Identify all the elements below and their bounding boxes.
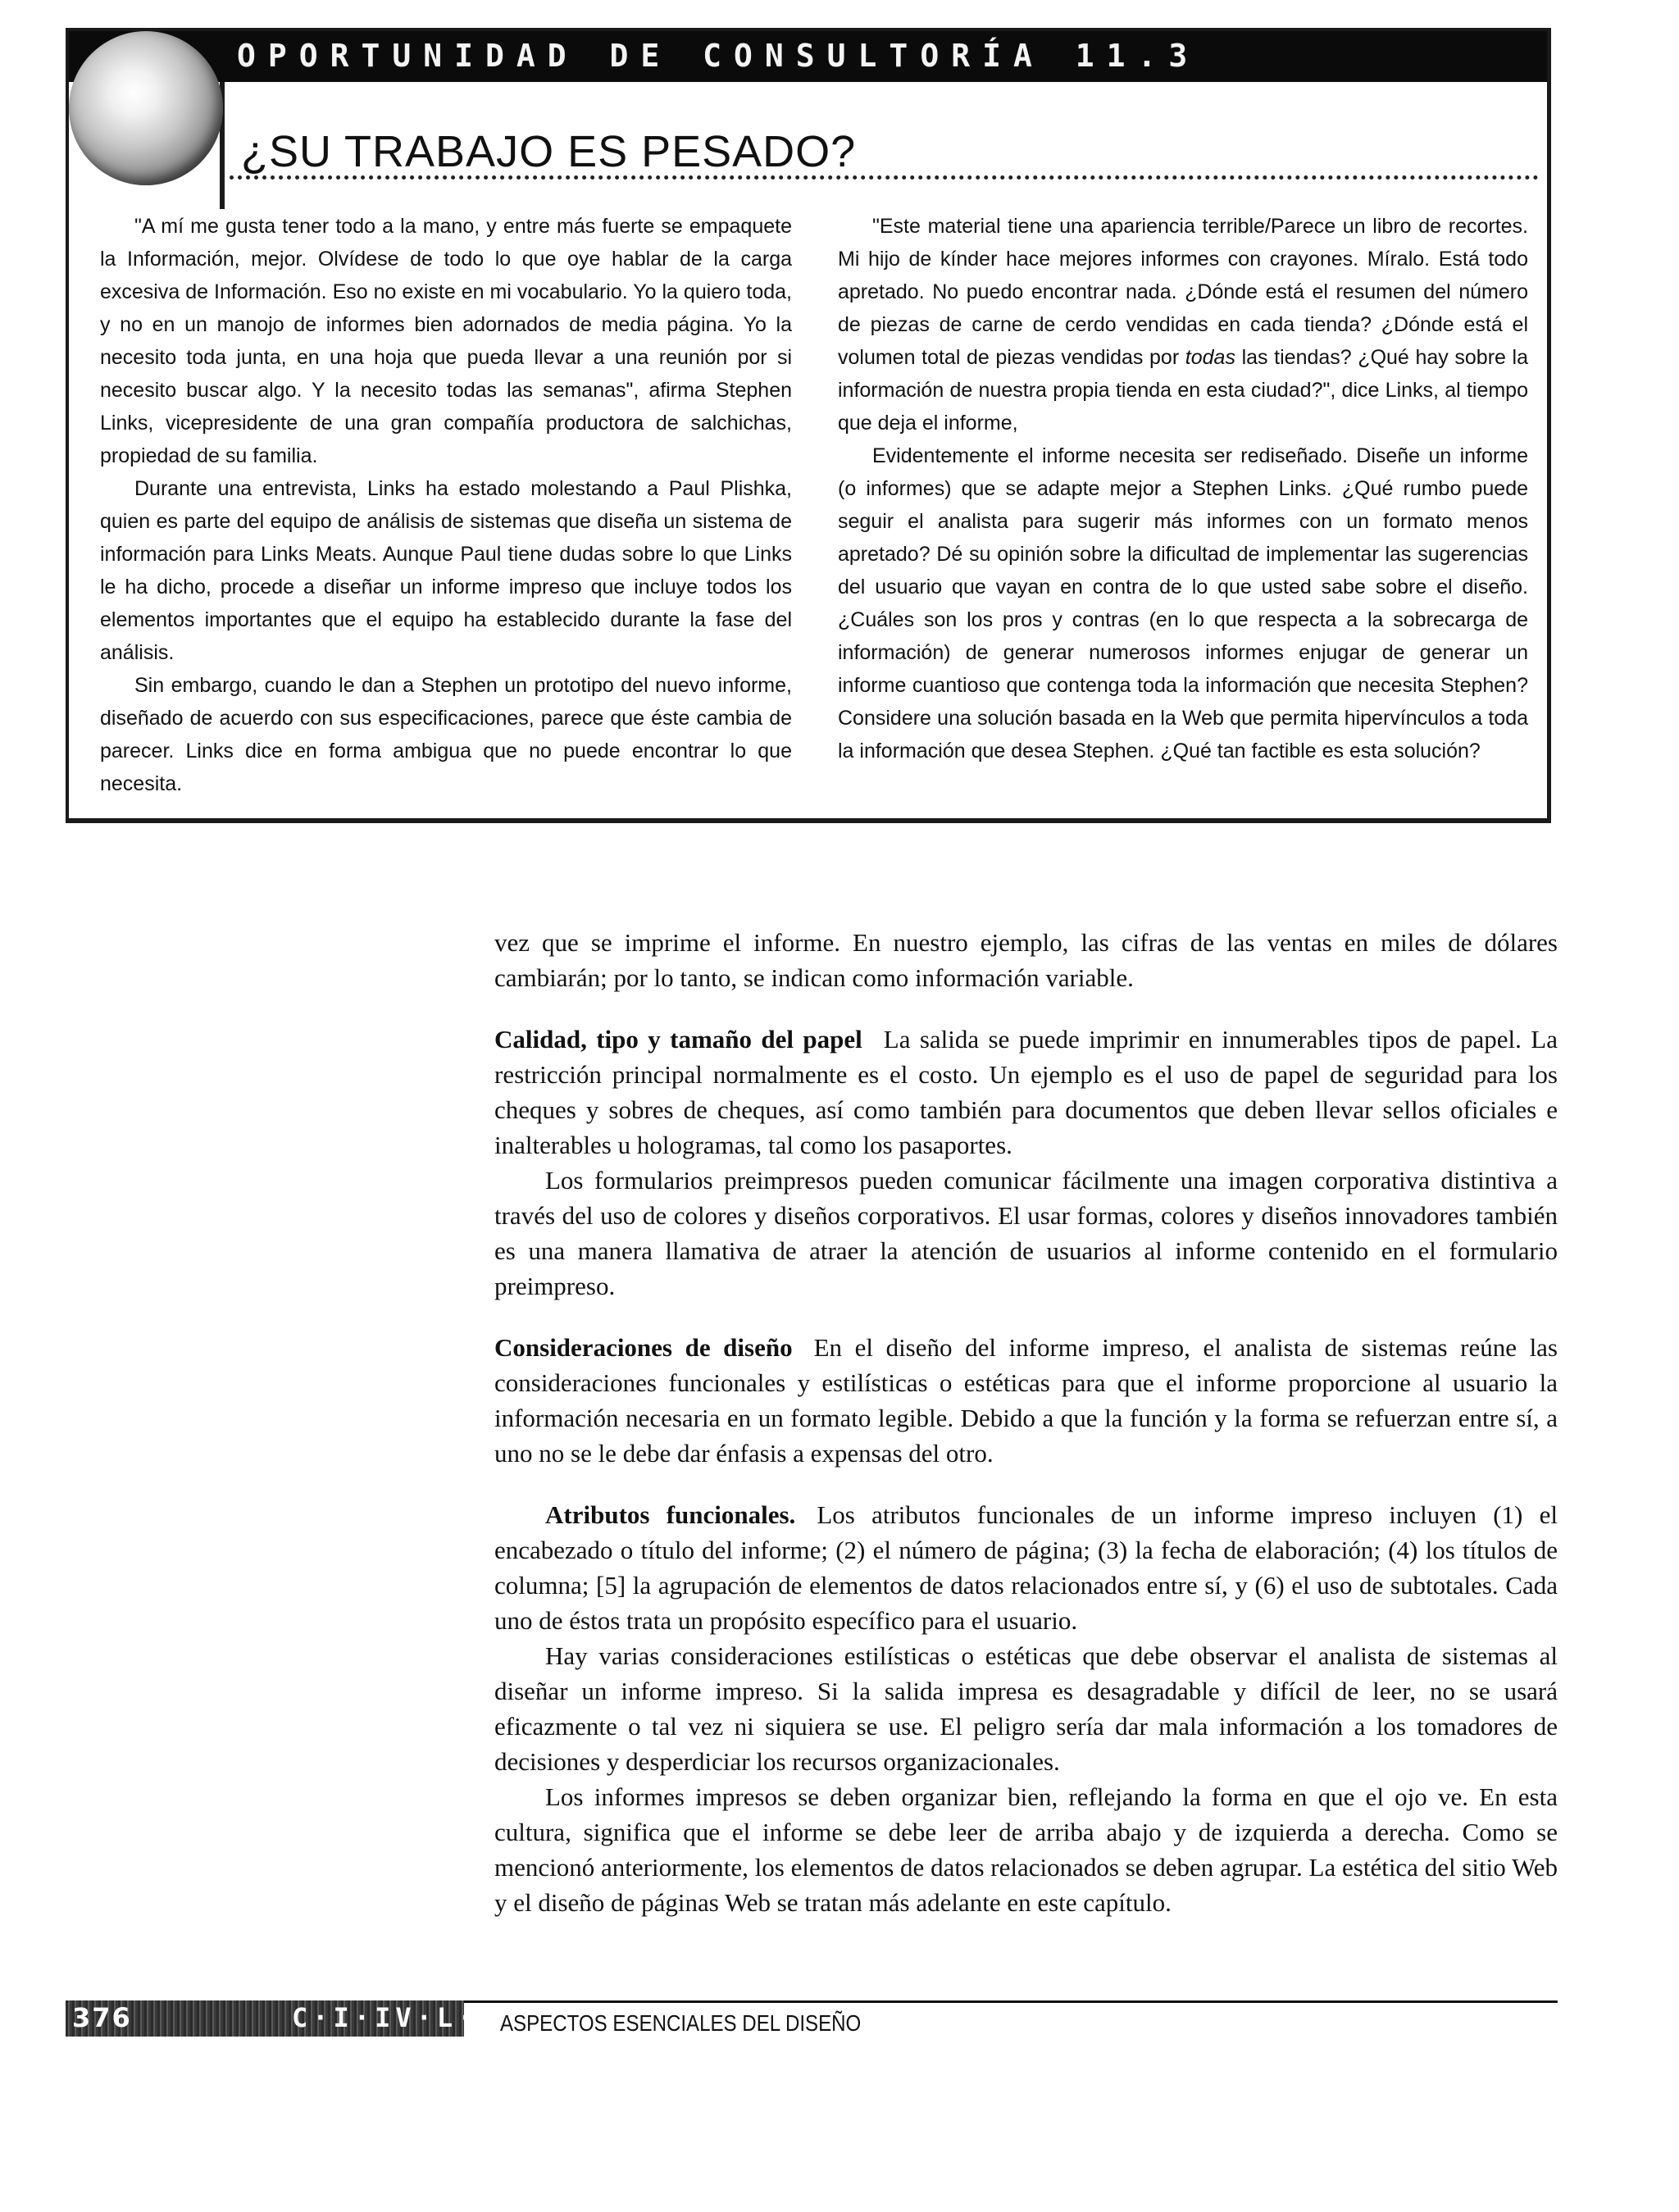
box-banner [69,31,1547,82]
subsection-heading: Atributos funcionales. [545,1500,796,1529]
box-left-column [100,210,792,800]
section-text: La salida se puede imprimir en innumerables tipos de papel. La restricción principal normalmente es el costo. Un ejemplo es el uso de papel de seguridad para los cheques y sobres de cheques, así como también para documentos que deben llevar sellos oficiales e inalterables u hologramas, tal como los pasaportes. [494,1025,1558,1159]
body-paragraph: Los formularios preimpresos pueden comunicar fácilmente una imagen corporativa distintiva a través del uso de colores y diseños corporativos. El usar formas, colores y diseños innovadores también es una manera llamativa de atraer la atención de usuarios al informe contenido en el formulario preimpreso. [494,1166,1558,1300]
globe-icon [69,31,223,185]
box-title: ¿SU TRABAJO ES PESADO? [241,127,857,176]
footer-bar [66,2000,541,2037]
box-paragraph: Sin embargo, cuando le dan a Stephen un prototipo del nuevo informe, diseñado de acuerdo con sus especificaciones, parece que éste cambia de parecer. Links dice en forma ambigua que no puede encontrar lo que necesita. [100,674,792,795]
section-text: Los atributos funcionales de un informe impreso incluyen (1) el encabezado o título del informe; (2) el número de página; (3) la fecha de elaboración; (4) los títulos de columna; [5] la agrupación de elementos de datos relacionados entre sí, y (6) el uso de subtotales. Cada uno de éstos trata un propósito específico para el usuario. [494,1500,1558,1635]
body-paragraph [494,1330,1558,1471]
page-footer [66,2000,1558,2050]
body-paragraph: Los informes impresos se deben organizar bien, reflejando la forma en que el ojo ve. En esta cultura, significa que el informe se debe leer de arriba abajo y de izquierda a derecha. Como se mencionó anteriormente, los elementos de datos relacionados se deben agrupar. La estética del sitio Web y el diseño de páginas Web se tratan más adelante en este capítulo. [494,1782,1558,1917]
footer-section-title: ASPECTOS ESENCIALES DEL DISEÑO [500,2010,862,2036]
box-italic-text: todas [1185,346,1235,369]
box-text: las tiendas? ¿Qué hay sobre la información de nuestra propia tienda en esta ciudad?", dice Links, al tiempo que deja el informe, [838,346,1529,435]
body-paragraph: Hay varias consideraciones estilísticas o estéticas que debe observar el analista de sistemas al diseñar un informe impreso. Si la salida impresa es desagradable y difícil de leer, no se usará eficazmente o tal vez ni siquiera se use. El peligro sería dar mala información a los tomadores de decisiones y desperdiciar los recursos organizacionales. [494,1641,1558,1776]
section-text: En el diseño del informe impreso, el analista de sistemas reúne las consideraciones funcionales y estilísticas o estéticas para que el informe proporcione al usuario la información necesaria en un formato legible. Debido a que la función y la forma se refuerzan entre sí, a uno no se le debe dar énfasis a expensas del otro. [494,1333,1558,1468]
page-number: 376 [72,2002,132,2033]
consulting-opportunity-box [66,28,1551,823]
chapter-label: C·I·IV·L·I·V [292,2002,541,2033]
body-paragraph: vez que se imprime el informe. En nuestro ejemplo, las cifras de las ventas en miles de dólares cambiarán; por lo tanto, se indican como información variable. [494,928,1558,992]
box-paragraph: "A mí me gusta tener todo a la mano, y entre más fuerte se empaquete la Información, mejor. Olvídese de todo lo que oye hablar de la carga excesiva de Información. Eso no existe en mi vocabulario. Yo la quiero toda, y no en un manojo de informes bien adornados de media página. Yo la necesito toda junta, en una hoja que pueda llevar a una reunión por si necesito buscar algo. Y la necesito todas las semanas", afirma Stephen Links, vicepresidente de una gran compañía productora de salchichas, propiedad de su familia. [100,215,792,467]
body-paragraph [494,1022,1558,1163]
box-paragraph: Evidentemente el informe necesita ser rediseñado. Diseñe un informe (o informes) que se adapte mejor a Stephen Links. ¿Qué rumbo puede seguir el analista para sugerir más informes con un formato menos apretado? Dé su opinión sobre la dificultad de implementar las sugerencias del usuario que vayan en contra de lo que usted sabe sobre el diseño. ¿Cuáles son los pros y contras (en lo que respecta a la sobrecarga de información) de generar numerosos informes enjugar de generar un informe cuantioso que contenga toda la información que necesita Stephen? Considere una solución basada en la Web que permita hipervínculos a toda la información que desea Stephen. ¿Qué tan factible es esta solución? [838,444,1528,762]
section-heading: Calidad, tipo y tamaño del papel [494,1025,862,1054]
box-text: "Este material tiene una apariencia terrible/Parece un libro de recortes. Mi hijo de kínder hace mejores informes con crayones. Míralo. Está todo apretado. No puedo encontrar nada. ¿Dónde está el resumen del número de piezas de carne de cerdo vendidas en cada tienda? ¿Dónde está el volumen total de piezas vendidas por [838,215,1528,369]
box-paragraph [838,210,1528,439]
box-right-column [838,210,1528,767]
title-dotted-rule [230,175,1539,180]
section-heading: Consideraciones de diseño [494,1333,793,1362]
body-paragraph [494,1497,1558,1638]
box-banner-text: OPORTUNIDAD DE CONSULTORÍA 11.3 [237,38,1200,74]
box-paragraph: Durante una entrevista, Links ha estado molestando a Paul Plishka, quien es parte del equipo de análisis de sistemas que diseña un sistema de información para Links Meats. Aunque Paul tiene dudas sobre lo que Links le ha dicho, procede a diseñar un informe impreso que incluye todos los elementos importantes que el equipo ha establecido durante la fase del análisis. [100,477,792,664]
main-text [494,925,1558,1920]
footer-rule [464,2000,1558,2003]
